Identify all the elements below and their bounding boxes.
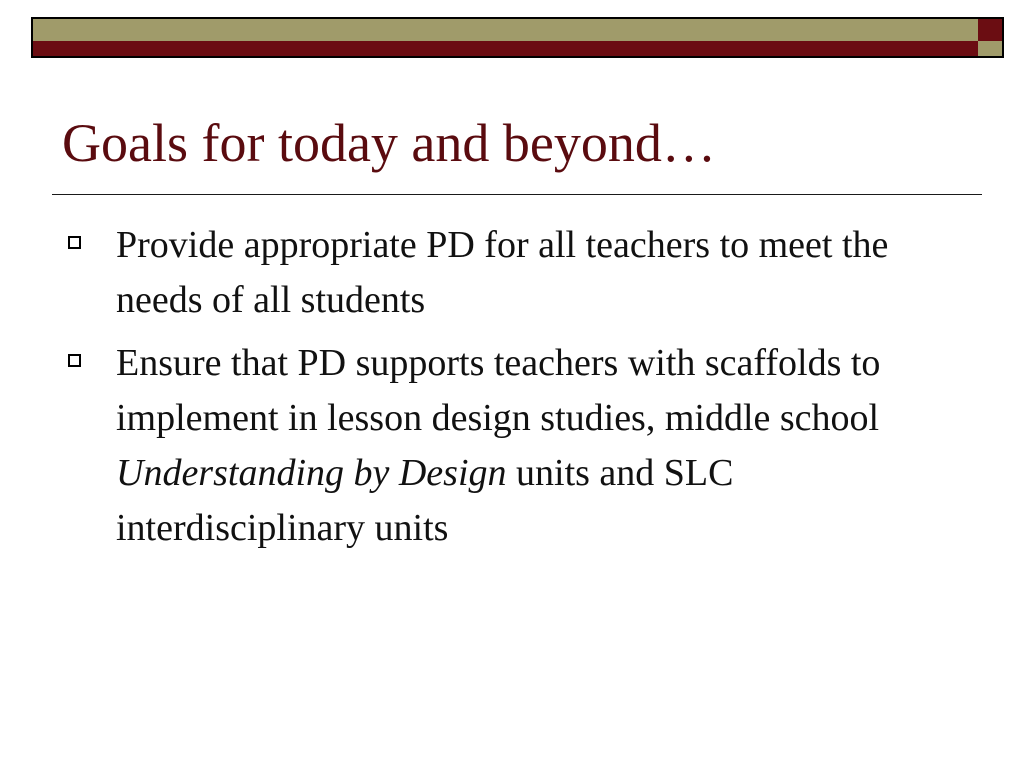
bullet-text (116, 342, 880, 549)
bullet-text-italic: Understanding by Design (116, 452, 507, 494)
bullet-item (62, 218, 962, 328)
header-maroon-square (978, 17, 1004, 41)
hollow-square-bullet-icon (68, 236, 81, 249)
bullet-text: Provide appropriate PD for all teachers to meet the needs of all students (116, 224, 889, 321)
title-divider (52, 194, 982, 195)
header-maroon-bar (31, 41, 978, 58)
bullet-list (62, 218, 962, 564)
hollow-square-bullet-icon (68, 354, 81, 367)
header-olive-bar (31, 17, 978, 41)
bullet-item (62, 336, 962, 556)
header-olive-square (978, 41, 1004, 58)
bullet-text-part2: units and SLC interdisciplinary units (116, 452, 734, 549)
slide-title: Goals for today and beyond… (62, 113, 716, 173)
bullet-text-part1: Ensure that PD supports teachers with scaffolds to implement in lesson design studies, middle school (116, 342, 881, 439)
